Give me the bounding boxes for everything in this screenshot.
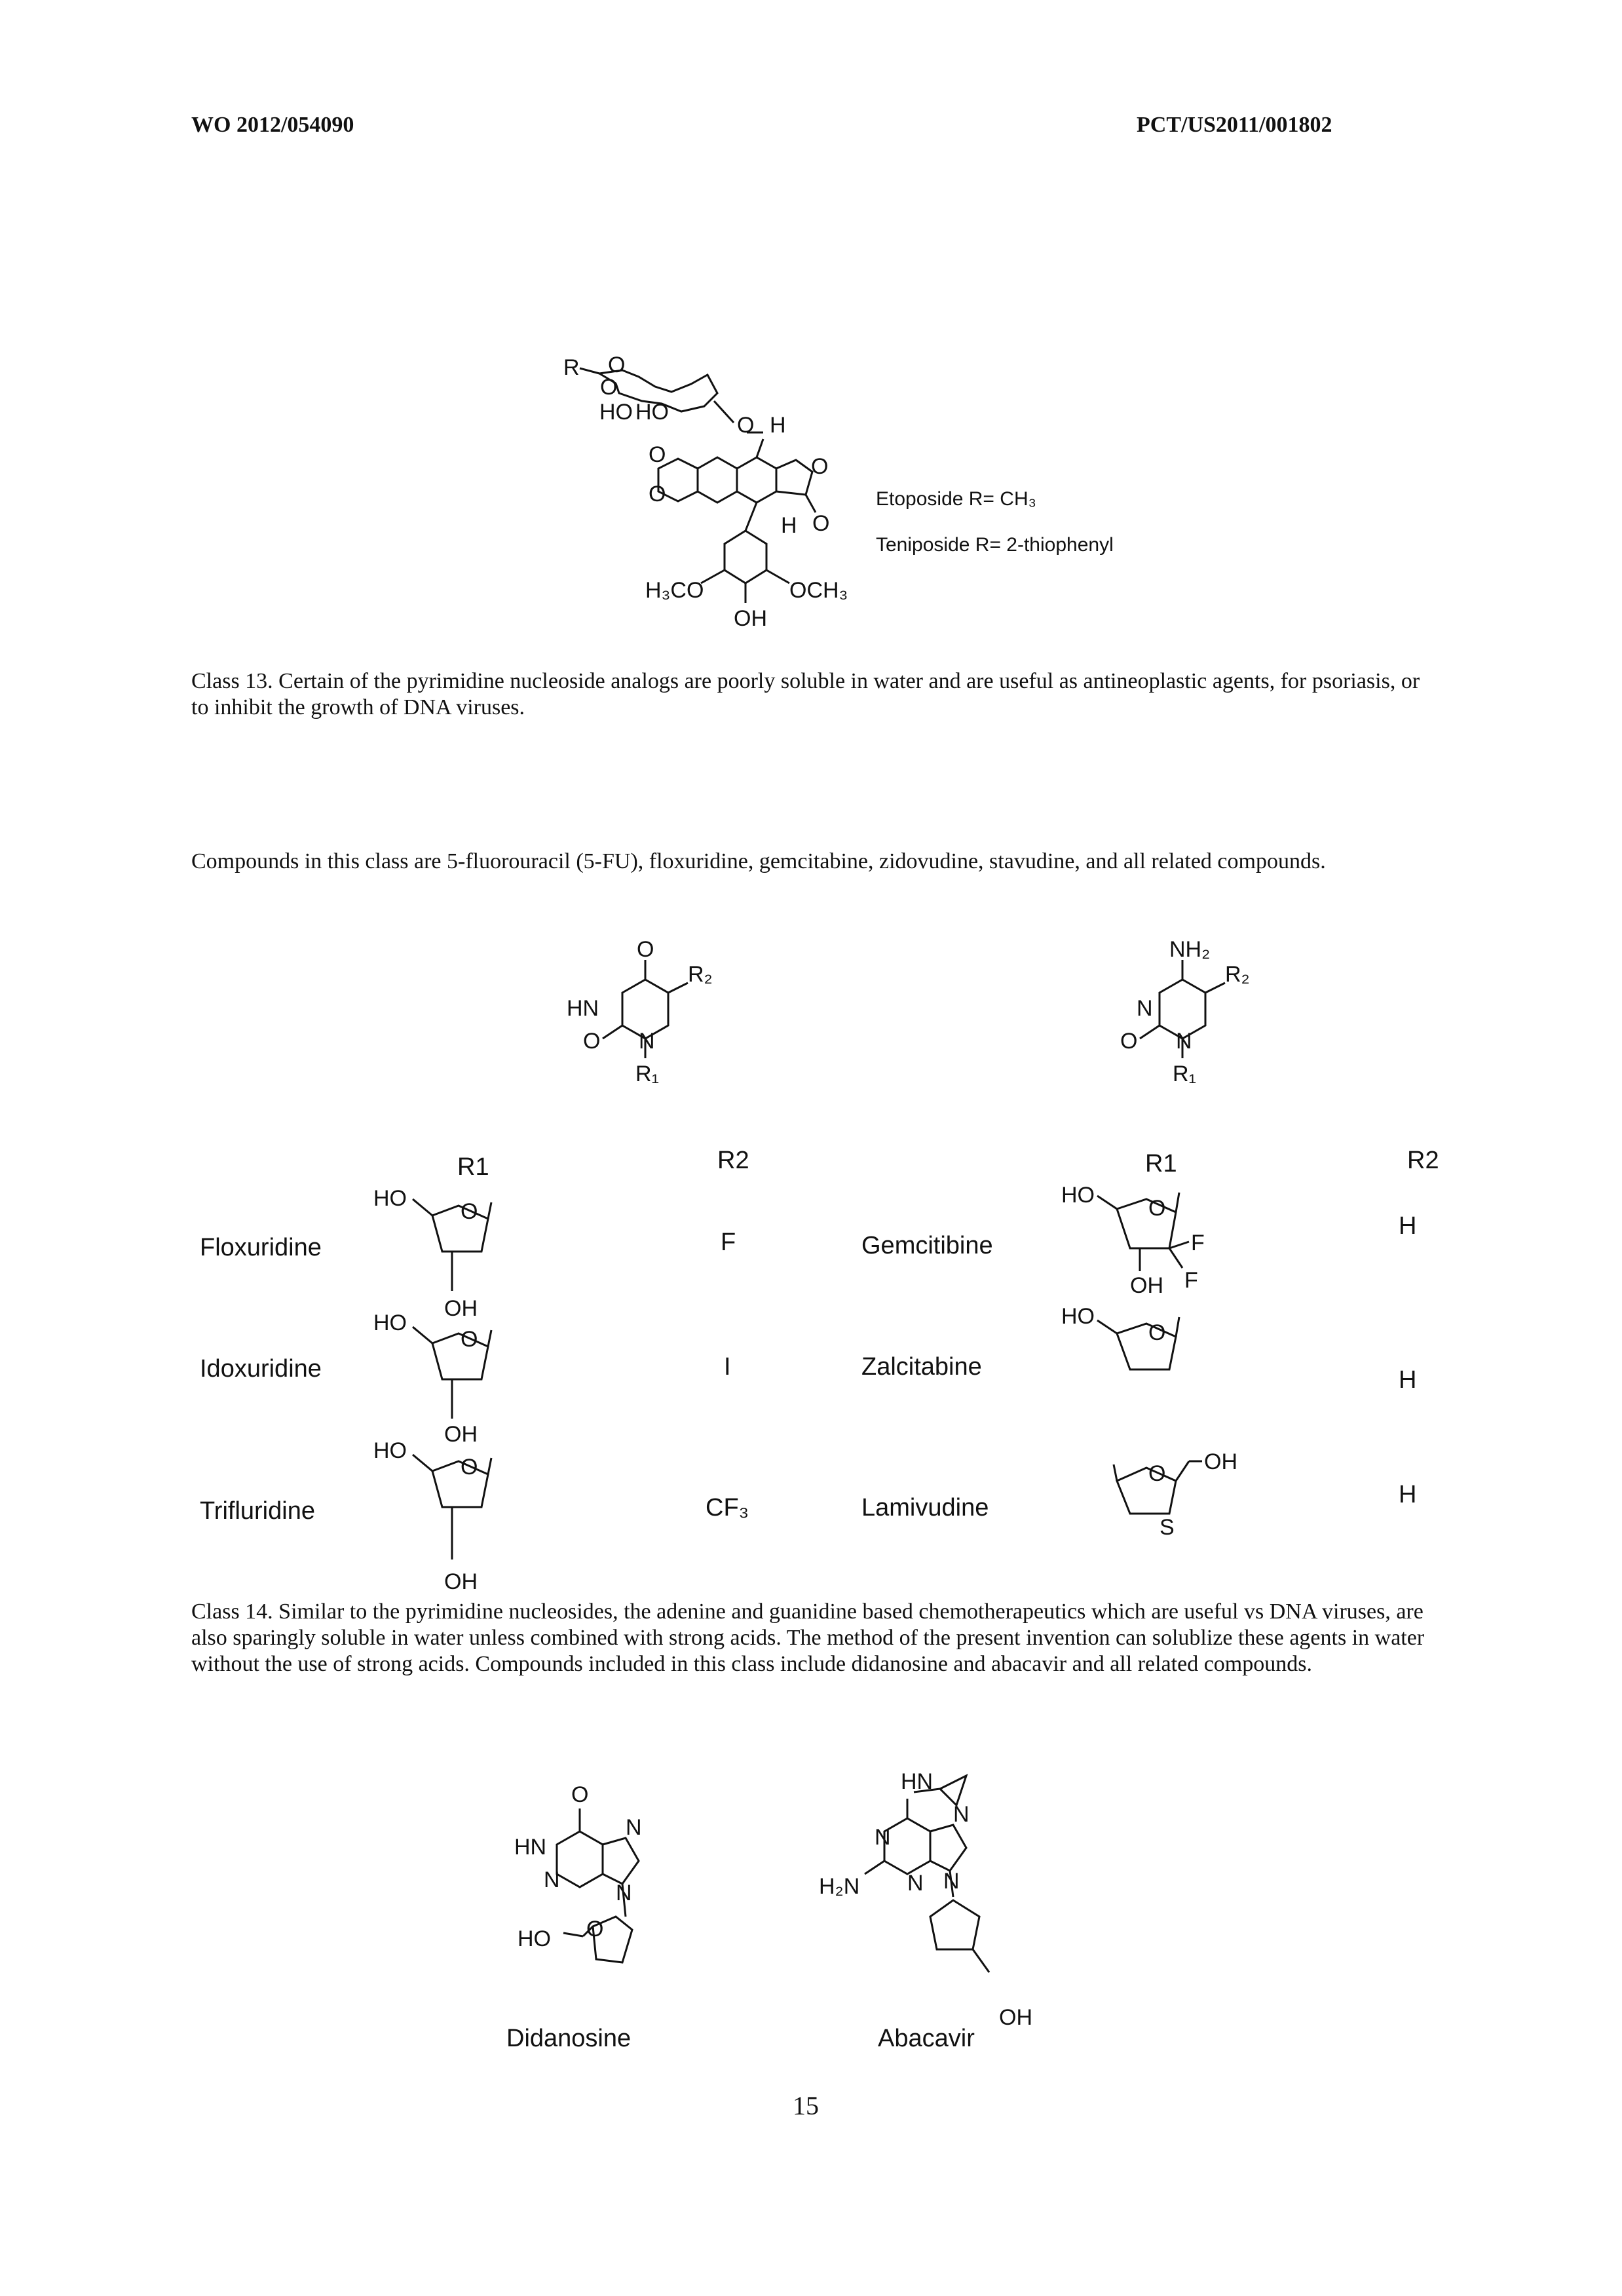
atom-label: HO: [599, 400, 633, 425]
class13-description: Class 13. Certain of the pyrimidine nucleoside analogs are poorly soluble in water and are useful as antineoplastic agents, for psoriasis, or to inhibit the growth of DNA viruses.: [191, 669, 1420, 719]
atom-label: N: [1176, 1029, 1192, 1054]
r2-value: I: [724, 1353, 731, 1381]
col-header-r1-left: R1: [457, 1153, 489, 1181]
r1-sugar-structures-right: [1055, 1173, 1271, 1566]
atom-label: O: [637, 937, 654, 962]
header-publication-number: WO 2012/054090: [191, 113, 354, 137]
atom-label: OH: [444, 1296, 478, 1321]
atom-label: N: [639, 1029, 655, 1054]
atom-label: O: [571, 1782, 589, 1807]
atom-label: OH: [1130, 1273, 1163, 1298]
atom-label: HO: [1061, 1183, 1095, 1208]
r2-value: CF₃: [706, 1494, 749, 1521]
class13-compounds: Compounds in this class are 5-fluorouracil (5-FU), floxuridine, gemcitabine, zidovudine, stavudine, and all related compounds.: [191, 849, 1326, 873]
atom-label: HO: [373, 1311, 407, 1335]
atom-label: N: [616, 1881, 632, 1905]
atom-label: O: [461, 1199, 478, 1224]
col-header-r2-right: R2: [1407, 1147, 1439, 1174]
r2-value: F: [721, 1229, 736, 1256]
atom-label: OH: [1204, 1449, 1237, 1474]
didanosine-label: Didanosine: [506, 2025, 632, 2052]
atom-label: O: [1120, 1029, 1138, 1054]
atom-label: N: [544, 1867, 560, 1892]
header-application-number: PCT/US2011/001802: [1137, 113, 1332, 137]
atom-label: HO: [635, 400, 669, 425]
col-header-r2-left: R2: [717, 1147, 749, 1174]
atom-label: O: [812, 511, 830, 536]
atom-label: OH: [444, 1569, 478, 1594]
atom-label: NH₂: [1169, 937, 1211, 962]
atom-label: N: [953, 1802, 970, 1827]
atom-label: R₁: [635, 1062, 660, 1086]
atom-label: O: [1148, 1320, 1166, 1345]
col-header-r1-right: R1: [1145, 1150, 1177, 1177]
atom-label: HN: [901, 1769, 934, 1794]
atom-label: N: [907, 1871, 924, 1896]
atom-label: OH: [734, 606, 767, 631]
atom-label: O: [461, 1455, 478, 1480]
atom-label: HO: [373, 1186, 407, 1211]
r2-value: H: [1399, 1366, 1417, 1394]
atom-label: O: [600, 375, 618, 400]
uracil-core-structure: [537, 937, 747, 1127]
compound-name-trifluridine: Trifluridine: [200, 1497, 315, 1525]
atom-label: O: [583, 1029, 601, 1054]
atom-label: R₁: [1173, 1062, 1197, 1086]
atom-label: HO: [1061, 1304, 1095, 1329]
atom-label: N: [943, 1869, 960, 1894]
didanosine-structure: [472, 1769, 688, 2044]
r1-sugar-structures-left: [367, 1179, 537, 1612]
atom-label: H: [770, 413, 786, 438]
atom-label: H: [781, 513, 797, 538]
atom-label: O: [1148, 1461, 1166, 1486]
atom-label: N: [626, 1815, 642, 1840]
atom-label: O: [461, 1327, 478, 1352]
atom-label: OH: [999, 2005, 1032, 2030]
atom-label: R₂: [1225, 962, 1250, 987]
atom-label: HO: [518, 1926, 551, 1951]
abacavir-structure: [812, 1750, 1127, 2051]
atom-label: HO: [373, 1438, 407, 1463]
atom-label: O: [811, 454, 829, 479]
r2-value: H: [1399, 1481, 1417, 1508]
atom-label: N: [1137, 996, 1153, 1021]
cytosine-core-structure: [1087, 937, 1297, 1127]
compound-name-idoxuridine: Idoxuridine: [200, 1355, 322, 1383]
atom-label: O: [649, 482, 666, 507]
atom-label: OCH₃: [789, 578, 848, 603]
atom-label: H₃CO: [645, 578, 704, 603]
atom-label: F: [1191, 1231, 1205, 1255]
atom-label: F: [1184, 1268, 1198, 1293]
r2-value: H: [1399, 1212, 1417, 1240]
compound-name-lamivudine: Lamivudine: [861, 1494, 989, 1521]
class14-description: Class 14. Similar to the pyrimidine nucleosides, the adenine and guanidine based chemotherapeutics which are useful vs DNA viruses, are also sparingly soluble in water unless combined with strong acids. The method of the present invention can solublize these agents in water without the use of strong acids. Compounds included in this class include didanosine and abacavir and all related compounds.: [191, 1599, 1425, 1676]
etoposide-caption: Etoposide R= CH₃: [876, 488, 1036, 510]
atom-label: R: [563, 355, 580, 380]
compound-name-floxuridine: Floxuridine: [200, 1234, 322, 1261]
atom-label: O: [737, 413, 755, 438]
atom-label: O: [586, 1917, 604, 1942]
atom-label: OH: [444, 1422, 478, 1447]
atom-label: HN: [514, 1835, 547, 1860]
abacavir-label: Abacavir: [878, 2025, 975, 2052]
atom-label: HN: [567, 996, 599, 1021]
atom-label: O: [608, 353, 626, 377]
compound-name-zalcitabine: Zalcitabine: [861, 1353, 982, 1381]
atom-label: O: [1148, 1196, 1166, 1221]
atom-label: N: [875, 1825, 891, 1850]
page-number: 15: [793, 2091, 819, 2120]
atom-label: O: [649, 442, 666, 467]
compound-name-gemcitibine: Gemcitibine: [861, 1232, 993, 1259]
atom-label: R₂: [688, 962, 713, 987]
teniposide-caption: Teniposide R= 2-thiophenyl: [876, 534, 1114, 556]
atom-label: H₂N: [819, 1874, 860, 1899]
atom-label: S: [1160, 1515, 1175, 1540]
